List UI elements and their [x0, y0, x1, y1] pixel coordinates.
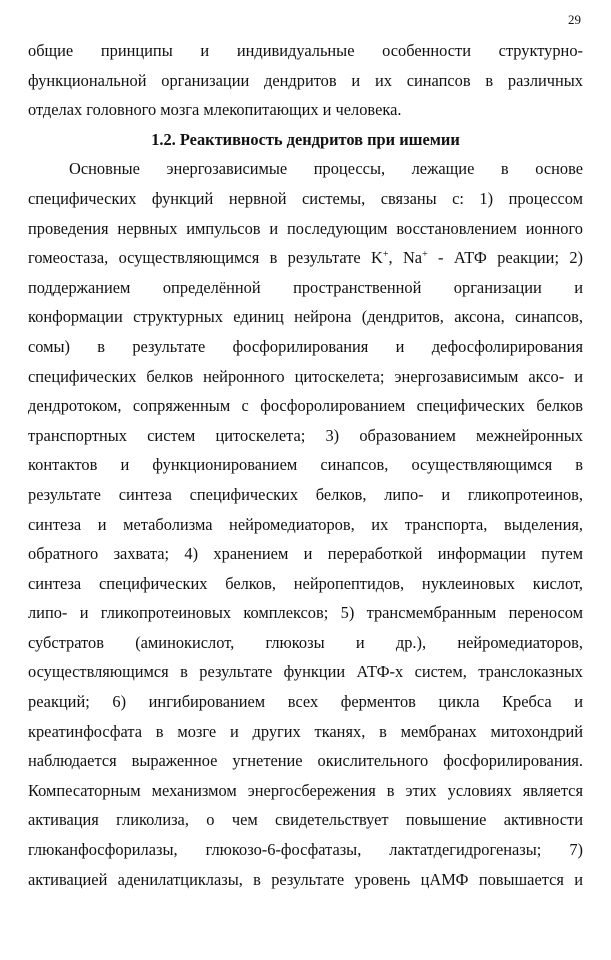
text-line: активация гликолиза, о чем свидетельствует повышение активности	[28, 810, 583, 830]
text-segment: , Na	[388, 248, 423, 268]
text-line: синтеза специфических белков, нейропептидов, нуклеиновых кислот,	[28, 573, 583, 593]
text-line: субстратов (аминокислот, глюкозы и др.), нейромедиаторов,	[28, 632, 583, 652]
text-line: сомы) в результате фосфорилирования и дефосфолирирования	[28, 336, 583, 356]
text-line: реакций; 6) ингибированием всех ферментов цикла Кребса и	[28, 692, 583, 712]
text-line: обратного захвата; 4) хранением и переработкой информации путем	[28, 544, 583, 564]
text-segment: - АТФ реакции; 2)	[427, 248, 584, 268]
page-number: 29	[568, 12, 581, 27]
text-line: глюканфосфорилазы, глюкозо-6-фосфатазы, лактатдегидрогеназы; 7)	[28, 840, 583, 860]
text-line: функциональной организации дендритов и их синапсов в различных	[28, 70, 583, 90]
intro-paragraph	[28, 36, 583, 125]
text-line: осуществляющимся в результате функции АТФ-х систем, транслоказных	[28, 662, 583, 682]
superscript: +	[382, 249, 389, 261]
text-line: поддержанием определённой пространственной организации и	[28, 277, 583, 297]
text-line: проведения нервных импульсов и последующим восстановлением ионного	[28, 218, 583, 238]
text-line: специфических функций нервной системы, связаны с: 1) процессом	[28, 188, 583, 208]
text-line: Компесаторным механизмом энергосбережения в этих условиях является	[28, 780, 583, 800]
text-line: специфических белков нейронного цитоскелета; энергозависимым аксо- и	[28, 366, 583, 386]
text-line: липо- и гликопротеиновых комплексов; 5) трансмембранным переносом	[28, 603, 583, 623]
text-line: креатинфосфата в мозге и других тканях, в мембранах митохондрий	[28, 721, 583, 741]
body-paragraph	[28, 154, 583, 894]
text-line: активацией аденилатциклазы, в результате уровень цАМФ повышается и	[28, 869, 583, 889]
text-line: отделах головного мозга млекопитающих и человека.	[28, 100, 402, 120]
section-heading: 1.2. Реактивность дендритов при ишемии	[151, 129, 460, 149]
text-line: синтеза и метаболизма нейромедиаторов, их транспорта, выделения,	[28, 514, 583, 534]
text-line: транспортных систем цитоскелета; 3) образованием межнейронных	[28, 425, 583, 445]
text-line: наблюдается выраженное угнетение окислительного фосфорилирования.	[28, 751, 583, 771]
text-line: общие принципы и индивидуальные особенности структурно-	[28, 41, 583, 60]
text-line-ions	[28, 243, 583, 273]
document-body	[28, 36, 583, 894]
text-line: конформации структурных единиц нейрона (дендритов, аксона, синапсов,	[28, 307, 583, 327]
text-segment: гомеостаза, осуществляющимся в результате K	[28, 248, 383, 268]
text-line: контактов и функционированием синапсов, осуществляющимся в	[28, 455, 583, 475]
superscript: +	[422, 249, 428, 261]
body-lines	[28, 273, 583, 894]
text-line: дендротоком, сопряженным с фосфоролированием специфических белков	[28, 396, 583, 416]
text-line: результате синтеза специфических белков, липо- и гликопротеинов,	[28, 484, 583, 504]
text-line: Основные энергозависимые процессы, лежащие в основе	[69, 159, 583, 179]
